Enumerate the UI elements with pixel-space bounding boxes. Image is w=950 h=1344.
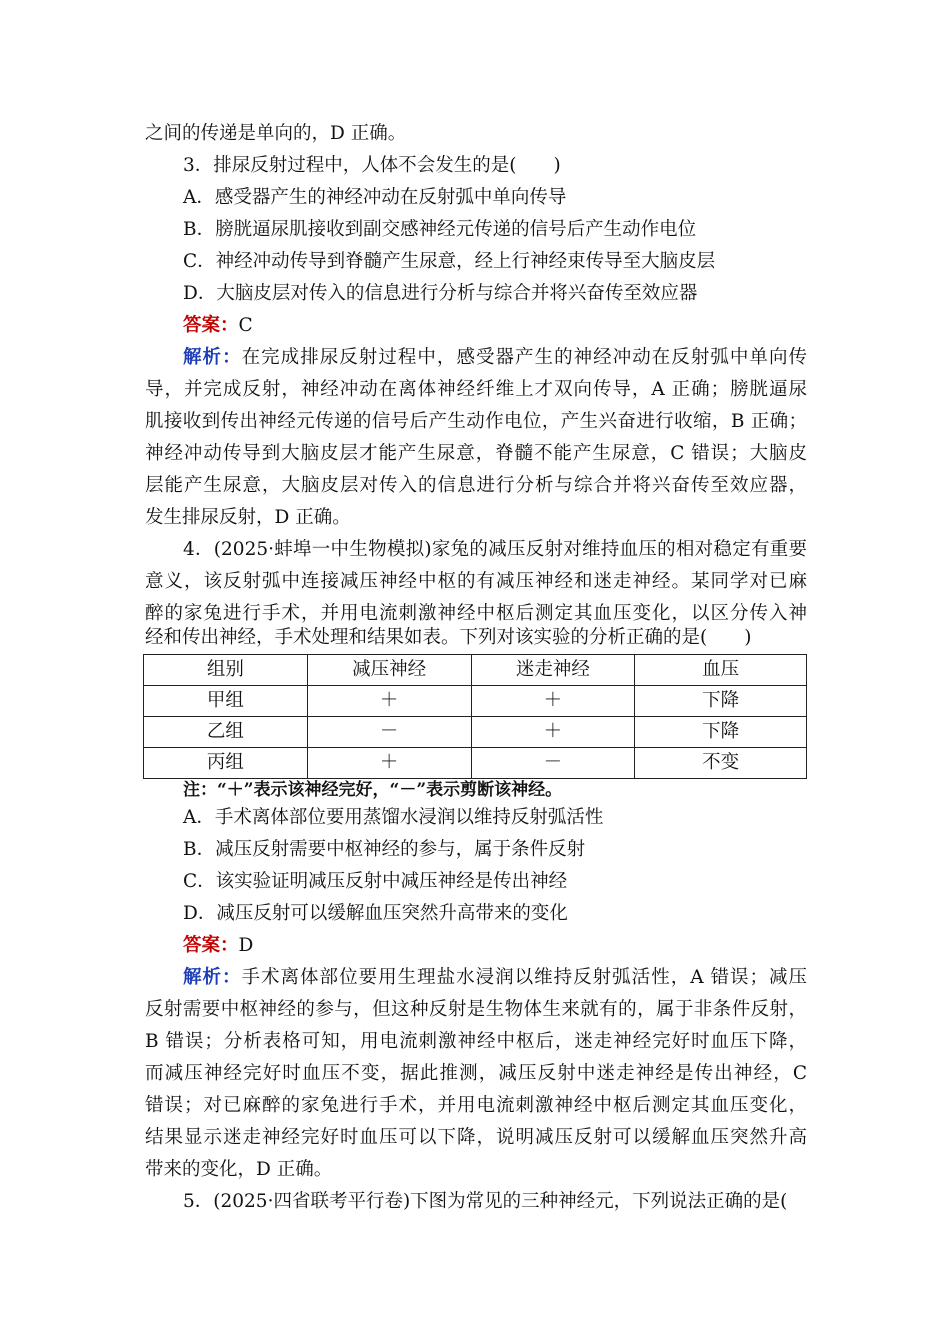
question-4-answer	[183, 930, 807, 962]
text-line: 而减压神经完好时血压不变，据此推测，减压反射中迷走神经是传出神经，C	[145, 1063, 807, 1084]
text-line: 导，并完成反射，神经冲动在离体神经纤维上才双向传导，A 正确；膀胱逼尿	[145, 379, 807, 400]
text-line: 层能产生尿意，大脑皮层对传入的信息进行分析与综合并将兴奋传至效应器，	[145, 475, 807, 496]
table-cell: －	[471, 748, 635, 779]
table-header-cell: 组别	[144, 655, 308, 686]
table-header-cell: 迷走神经	[471, 655, 635, 686]
table-cell: 丙组	[144, 748, 308, 779]
question-3-explanation	[183, 342, 807, 374]
table-cell: 下降	[635, 717, 807, 748]
table-cell: 乙组	[144, 717, 308, 748]
table-row	[144, 717, 807, 748]
question-4-stem: 4．(2025·蚌埠一中生物模拟)家兔的减压反射对维持血压的相对稳定有重要	[183, 539, 807, 560]
text-line: 经和传出神经，手术处理和结果如表。下列对该实验的分析正确的是( )	[145, 627, 752, 648]
question-4-option-d: D．减压反射可以缓解血压突然升高带来的变化	[183, 903, 568, 924]
experiment-table	[143, 654, 807, 779]
table-row	[144, 748, 807, 779]
question-5-stem: 5．(2025·四省联考平行卷)下图为常见的三种神经元，下列说法正确的是(	[183, 1191, 788, 1212]
table-cell: ＋	[471, 686, 635, 717]
table-row	[144, 686, 807, 717]
question-3-stem: 3．排尿反射过程中，人体不会发生的是( )	[183, 155, 561, 176]
question-4-explanation	[183, 962, 807, 994]
table-note: 注：“＋”表示该神经完好，“－”表示剪断该神经。	[183, 780, 563, 800]
question-3-option-d: D．大脑皮层对传入的信息进行分析与综合并将兴奋传至效应器	[183, 283, 698, 304]
question-4-option-a: A．手术离体部位要用蒸馏水浸润以维持反射弧活性	[183, 807, 604, 828]
text-line: B 错误；分析表格可知，用电流刺激神经中枢后，迷走神经完好时血压下降，	[145, 1031, 807, 1052]
table-cell: －	[307, 717, 471, 748]
explanation-label: 解析：	[183, 347, 242, 368]
text-line: 之间的传递是单向的，D 正确。	[145, 123, 407, 144]
table-header-cell: 减压神经	[307, 655, 471, 686]
text-line: 意义，该反射弧中连接减压神经中枢的有减压神经和迷走神经。某同学对已麻	[145, 571, 807, 592]
answer-value: C	[238, 315, 253, 336]
question-3-option-a: A．感受器产生的神经冲动在反射弧中单向传导	[183, 187, 567, 208]
table-header-cell: 血压	[635, 655, 807, 686]
table-cell: ＋	[471, 717, 635, 748]
question-4-option-b: B．减压反射需要中枢神经的参与，属于条件反射	[183, 839, 586, 860]
text-line: 反射需要中枢神经的参与，但这种反射是生物体生来就有的，属于非条件反射，	[145, 999, 807, 1020]
text-line: 发生排尿反射，D 正确。	[145, 507, 351, 528]
answer-value: D	[238, 935, 254, 956]
question-3-option-c: C．神经冲动传导到脊髓产生尿意，经上行神经束传导至大脑皮层	[183, 251, 716, 272]
explanation-label: 解析：	[183, 967, 242, 988]
table-cell: ＋	[307, 748, 471, 779]
table-cell: 甲组	[144, 686, 308, 717]
text-line: 结果显示迷走神经完好时血压可以下降，说明减压反射可以缓解血压突然升高	[145, 1127, 807, 1148]
answer-label: 答案：	[183, 315, 239, 336]
question-3-option-b: B．膀胱逼尿肌接收到副交感神经元传递的信号后产生动作电位	[183, 219, 697, 240]
question-3-answer	[183, 310, 807, 342]
answer-label: 答案：	[183, 935, 239, 956]
text-line: 肌接收到传出神经元传递的信号后产生动作电位，产生兴奋进行收缩，B 正确；	[145, 411, 807, 432]
explanation-text: 在完成排尿反射过程中，感受器产生的神经冲动在反射弧中单向传	[241, 347, 807, 368]
explanation-text: 手术离体部位要用生理盐水浸润以维持反射弧活性，A 错误；减压	[241, 967, 807, 988]
table-cell: ＋	[307, 686, 471, 717]
table-header-row	[144, 655, 807, 686]
table-cell: 不变	[635, 748, 807, 779]
question-4-option-c: C．该实验证明减压反射中减压神经是传出神经	[183, 871, 568, 892]
text-line: 神经冲动传导到大脑皮层才能产生尿意，脊髓不能产生尿意，C 错误；大脑皮	[145, 443, 807, 464]
text-line: 带来的变化，D 正确。	[145, 1159, 333, 1180]
text-line: 醉的家兔进行手术，并用电流刺激神经中枢后测定其血压变化，以区分传入神	[145, 603, 807, 624]
table-cell: 下降	[635, 686, 807, 717]
text-line: 错误；对已麻醉的家兔进行手术，并用电流刺激神经中枢后测定其血压变化，	[145, 1095, 807, 1116]
